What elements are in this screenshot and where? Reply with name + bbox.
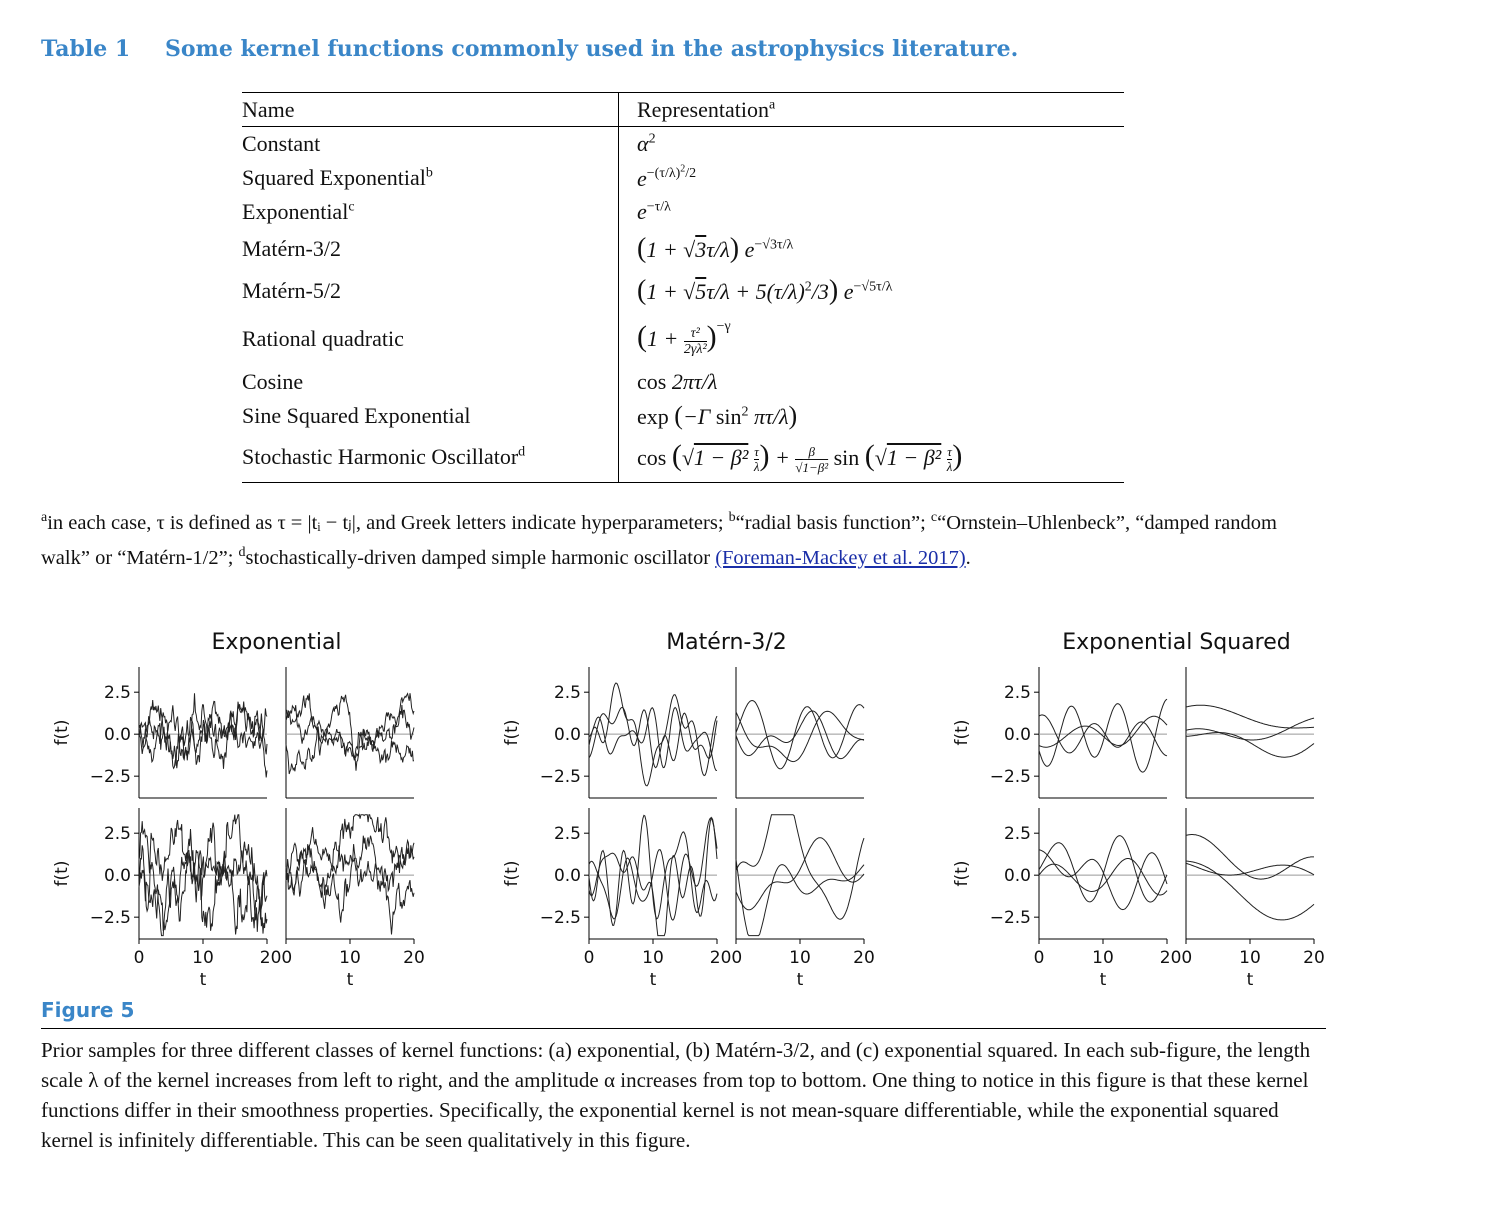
sample-line: [736, 711, 864, 761]
figure-label: Figure 5: [41, 998, 135, 1022]
sample-line: [589, 818, 717, 936]
sample-line: [1186, 863, 1314, 875]
x-tick-label: 20: [853, 948, 875, 968]
table-row: [242, 127, 1124, 161]
y-axis-label: f(t): [502, 860, 522, 887]
table-footnotes: $^a$in each case, τ is defined as τ = |tᵢ − tⱼ|, and Greek letters indicate hyperparameters; $^b$“radial basis function”; $^c$“Ornstein–Uhlenbeck”, “damped random walk” or “Matérn-1/2”; $^d$stochastically-driven damped simple harmonic oscillator (Foreman-Mackey et al. 2017).: [41, 510, 1277, 569]
kernel-name: Exponential: [242, 198, 349, 224]
x-tick-label: 200: [709, 948, 743, 968]
kernel-formula: $e^{-\tau/\lambda}$: [637, 198, 671, 224]
y-axis-label: f(t): [52, 719, 72, 746]
panel-title: Matérn-3/2: [666, 630, 787, 655]
sample-line: [1039, 715, 1167, 756]
table-row: [242, 313, 1124, 365]
x-tick-label: 20: [403, 948, 425, 968]
x-axis-label: t: [199, 970, 207, 990]
x-tick-label: 10: [789, 948, 811, 968]
x-tick-label: 10: [192, 948, 214, 968]
table-row: [242, 399, 1124, 433]
y-axis-label: f(t): [52, 860, 72, 887]
y-axis-label: f(t): [952, 719, 972, 746]
kernel-formula: $e^{-(\tau/\lambda)^2/2}$: [637, 163, 697, 191]
x-tick-label: 200: [1159, 948, 1193, 968]
y-tick-label: −2.5: [539, 767, 581, 788]
y-tick-label: 0.0: [103, 725, 131, 746]
sample-line: [736, 815, 864, 920]
figure-rule: [41, 1028, 1326, 1029]
kernel-formula: $(1 + √5\tau/\lambda + 5(\tau/\lambda)^2/3)$ $e^{-√5\tau/\lambda}$: [637, 274, 893, 306]
x-tick-label: 0: [583, 948, 595, 968]
y-tick-label: 0.0: [1003, 866, 1031, 887]
sample-line: [736, 838, 864, 910]
table-caption: [41, 36, 1018, 62]
x-tick-label: 20: [1303, 948, 1325, 968]
y-tick-label: 2.5: [1003, 683, 1031, 704]
x-axis-label: t: [1246, 970, 1254, 990]
y-tick-label: −2.5: [89, 767, 131, 788]
table-row: [242, 269, 1124, 313]
kernel-name: Matérn-3/2: [242, 235, 341, 261]
x-tick-label: 0: [133, 948, 145, 968]
citation-link[interactable]: (Foreman-Mackey et al. 2017): [715, 546, 966, 569]
kernel-table: [242, 92, 1124, 483]
kernel-name: Cosine: [242, 368, 304, 394]
x-tick-label: 200: [259, 948, 293, 968]
x-tick-label: 10: [1092, 948, 1114, 968]
kernel-formula: exp (−Γ $\sin^2 \pi\tau/\lambda$): [637, 400, 798, 430]
kernel-formula: cos (√1 − β² $\frac{\tau}{\lambda}$ ) + $\frac{\beta}{\text{√1−β²}}$ sin (√1 − β² $\frac{\tau}{\lambda}$ ): [637, 439, 963, 476]
kernel-formula: cos 2πτ/λ: [637, 368, 718, 394]
figure-caption: Prior samples for three different classes of kernel functions: (a) exponential, (b) Matérn-3/2, and (c) exponential squared. In each sub-figure, the length scale λ of the kernel increases from left to right, and the amplitude α increases from top to bottom. One thing to notice in this figure is that these kernel functions differ in their smoothness properties. Specifically, the exponential kernel is not mean-square differentiable, while the exponential squared kernel is infinitely differentiable. This can be seen qualitatively in this figure.: [41, 1038, 1311, 1152]
y-tick-label: 0.0: [103, 866, 131, 887]
header-name: Name: [242, 93, 619, 127]
sample-line: [1186, 718, 1314, 740]
table-row: [242, 365, 1124, 399]
panel-title: Exponential Squared: [1062, 630, 1291, 655]
y-tick-label: 2.5: [103, 824, 131, 845]
table-label: Table 1: [41, 36, 131, 62]
y-tick-label: 0.0: [553, 866, 581, 887]
kernel-formula: (1 + √3τ/λ) $e^{-√3\tau/\lambda}$: [637, 232, 794, 264]
y-tick-label: −2.5: [89, 908, 131, 929]
sample-line: [1186, 835, 1314, 880]
sample-line: [1186, 705, 1314, 728]
figure-5-plots: [0, 615, 1500, 1000]
x-tick-label: 10: [1239, 948, 1261, 968]
y-tick-label: 2.5: [103, 683, 131, 704]
y-tick-label: 0.0: [553, 725, 581, 746]
y-axis-label: f(t): [952, 860, 972, 887]
y-tick-label: 2.5: [1003, 824, 1031, 845]
x-axis-label: t: [649, 970, 657, 990]
y-tick-label: 0.0: [1003, 725, 1031, 746]
table-caption-text: Some kernel functions commonly used in the astrophysics literature.: [165, 36, 1019, 62]
y-axis-label: f(t): [502, 719, 522, 746]
x-tick-label: 10: [339, 948, 361, 968]
panel-title: Exponential: [211, 630, 342, 655]
kernel-name: Sine Squared Exponential: [242, 402, 471, 428]
kernel-name: Stochastic Harmonic Oscillator: [242, 444, 519, 470]
kernel-name: Squared Exponential: [242, 164, 426, 190]
x-axis-label: t: [346, 970, 354, 990]
header-representation: Representation$^a$: [637, 96, 776, 122]
table-row: Squared Exponential$^b$ $e^{-(\tau/\lambda)^2/2}$: [242, 161, 1124, 195]
sample-line: [736, 701, 864, 769]
y-tick-label: −2.5: [989, 767, 1031, 788]
kernel-formula: $\alpha^2$: [637, 130, 656, 156]
kernel-name: Matérn-5/2: [242, 277, 341, 303]
x-axis-label: t: [1099, 970, 1107, 990]
table-row: Stochastic Harmonic Oscillator$^d$ cos (√1 − β² $\frac{\tau}{\lambda}$ ) + $\frac{\beta}{\text{√1−β²}}$ sin (√1 − β² $\frac{\tau}{\lambda}$ ): [242, 433, 1124, 483]
sample-line: [139, 702, 267, 769]
sample-line: [1186, 733, 1314, 758]
table-row: [242, 229, 1124, 269]
y-tick-label: −2.5: [539, 908, 581, 929]
sample-line: [139, 700, 267, 777]
x-axis-label: t: [796, 970, 804, 990]
sample-line: [736, 859, 864, 935]
x-tick-label: 10: [642, 948, 664, 968]
kernel-formula: (1 + $\frac{\text{τ²}}{\text{2γλ²}}$ )$^{-\gamma}$: [637, 318, 731, 357]
table-row: Exponential$^c$ $e^{-\tau/\lambda}$: [242, 195, 1124, 229]
kernel-name: Rational quadratic: [242, 325, 404, 351]
y-tick-label: 2.5: [553, 683, 581, 704]
kernel-name: Constant: [242, 130, 321, 156]
y-tick-label: −2.5: [989, 908, 1031, 929]
x-tick-label: 0: [1033, 948, 1045, 968]
y-tick-label: 2.5: [553, 824, 581, 845]
